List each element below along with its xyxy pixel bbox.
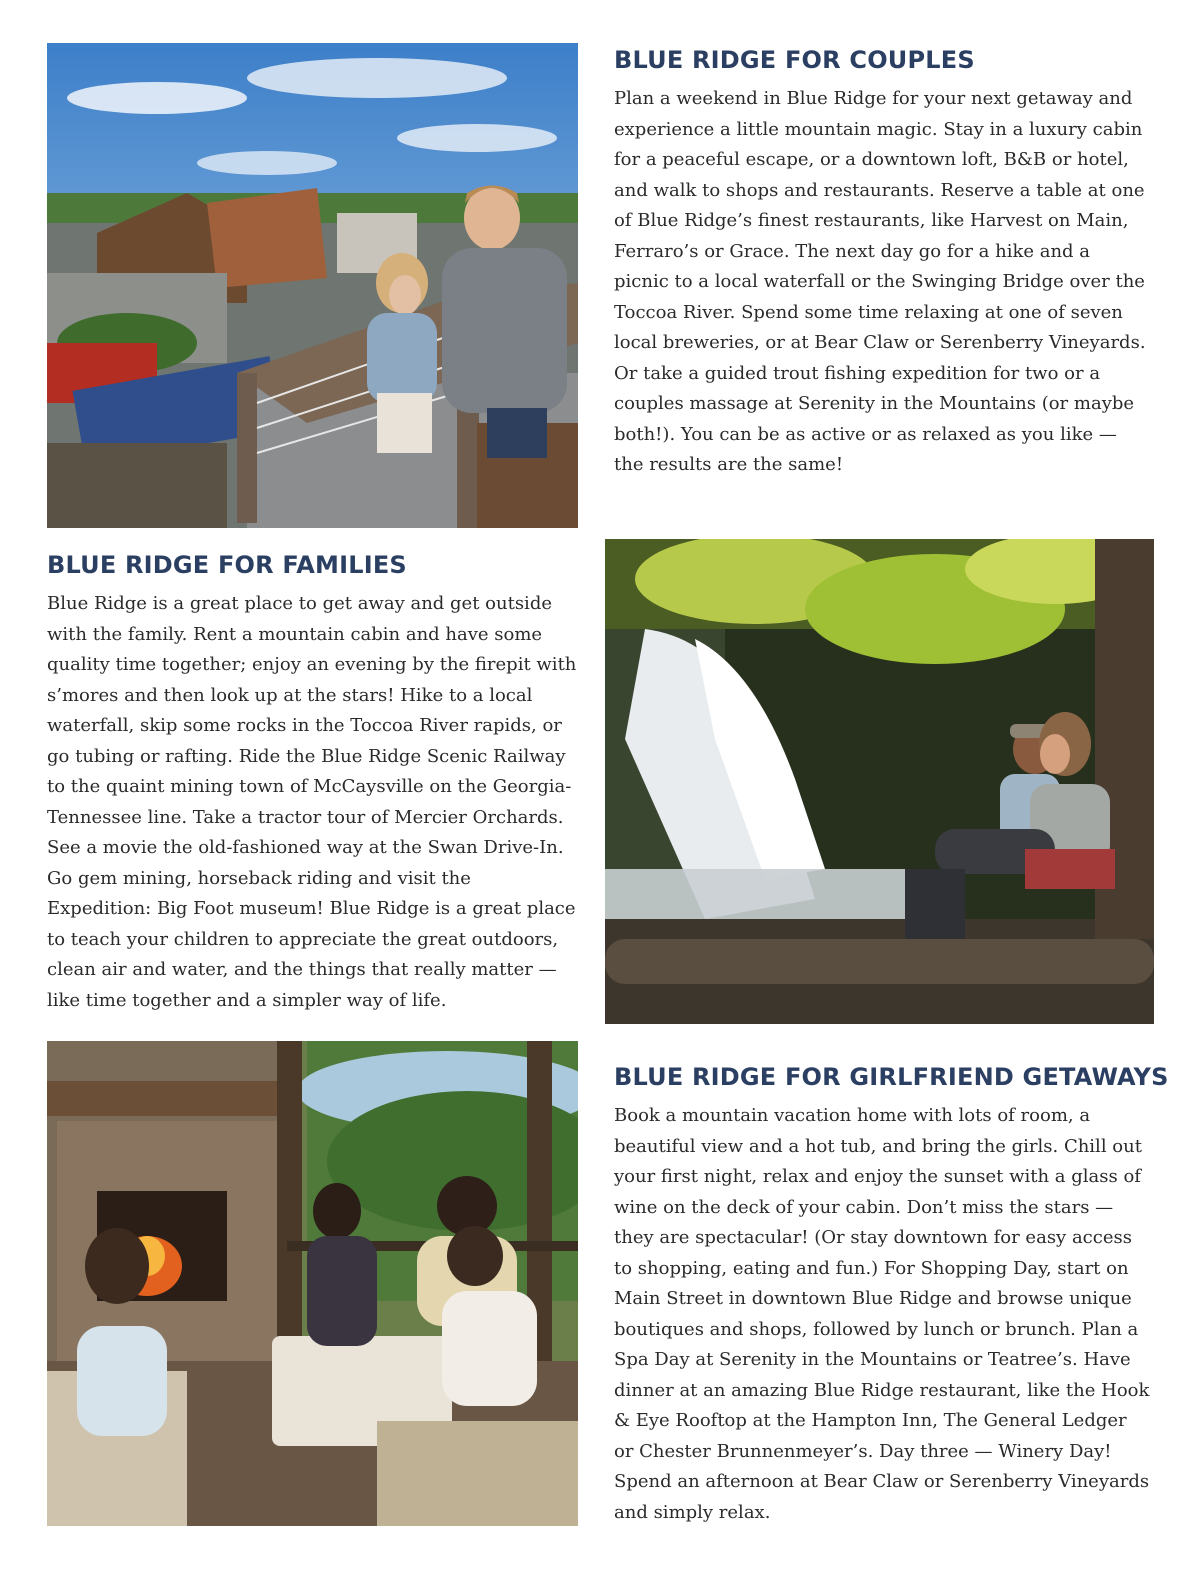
- families-heading: BLUE RIDGE FOR FAMILIES: [47, 551, 407, 579]
- girlfriends-heading: BLUE RIDGE FOR GIRLFRIEND GETAWAYS: [614, 1063, 1169, 1091]
- girlfriends-section: [614, 1063, 1169, 1528]
- families-section: [47, 551, 578, 1016]
- families-body: Blue Ridge is a great place to get away and get outside with the family. Rent a mountain cabin and have some quality time together; enjoy an evening by the firepit with s’mores and then look up at the stars! Hike to a local waterfall, skip some rocks in the Toccoa River rapids, or go tubing or rafting. Ride the Blue Ridge Scenic Railway to the quaint mining town of McCaysville on the Georgia-Tennessee line. Take a tractor tour of Mercier Orchards. See a movie the old-fashioned way at the Swan Drive-In. Go gem mining, horseback riding and visit the Expedition: Big Foot museum! Blue Ridge is a great place to teach your children to appreciate the great outdoors, clean air and water, and the things that really matter — like time together and a simpler way of life.: [47, 593, 577, 1011]
- couple-rooftop-photo: [47, 43, 578, 528]
- couples-heading: BLUE RIDGE FOR COUPLES: [614, 46, 975, 74]
- couples-body: Plan a weekend in Blue Ridge for your next getaway and experience a little mountain magic. Stay in a luxury cabin for a peaceful escape, or a downtown loft, B&B or hotel, and walk to shops and restaurants. Reserve a table at one of Blue Ridge’s finest restaurants, like Harvest on Main, Ferraro’s or Grace. The next day go for a hike and a picnic to a local waterfall or the Swinging Bridge over the Toccoa River. Spend some time relaxing at one of seven local breweries, or at Bear Claw or Serenberry Vineyards. Or take a guided trout fishing expedition for two or a couples massage at Serenity in the Mountains (or maybe both!). You can be as active or as relaxed as you like — the results are the same!: [614, 88, 1146, 475]
- waterfall-couple-photo: [605, 539, 1154, 1024]
- girlfriends-fireplace-photo: [47, 1041, 578, 1526]
- girlfriends-body: Book a mountain vacation home with lots of room, a beautiful view and a hot tub, and bring the girls. Chill out your first night, relax and enjoy the sunset with a glass of wine on the deck of your cabin. Don’t miss the stars — they are spectacular! (Or stay downtown for easy access to shopping, eating and fun.) For Shopping Day, start on Main Street in downtown Blue Ridge and browse unique boutiques and shops, followed by lunch or brunch. Plan a Spa Day at Serenity in the Mountains or Teatree’s. Have dinner at an amazing Blue Ridge restaurant, like the Hook & Eye Rooftop at the Hampton Inn, The General Ledger or Chester Brunnenmeyer’s. Day three — Winery Day! Spend an afternoon at Bear Claw or Serenberry Vineyards and simply relax.: [614, 1105, 1150, 1523]
- couples-section: [614, 46, 1150, 481]
